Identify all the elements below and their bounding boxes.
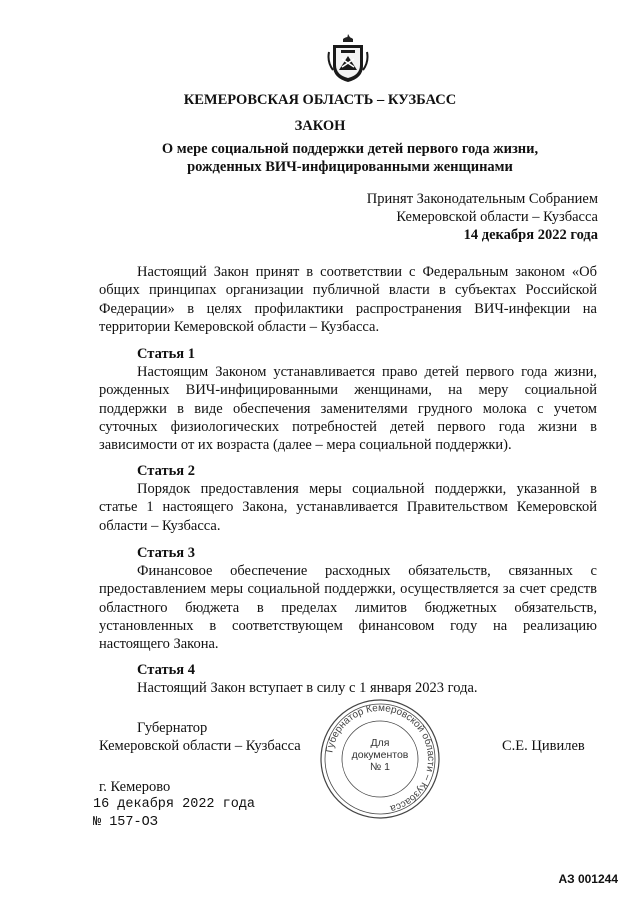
article-2-text: Порядок предоставления меры социальной поддержки, указанной в статье 1 настоящего Закона, устанавливается Правительством Кемеровской области – Кузбасса. — [99, 481, 597, 534]
seal-line-1: Для — [370, 737, 390, 749]
region-heading: КЕМЕРОВСКАЯ ОБЛАСТЬ – КУЗБАСС — [183, 92, 457, 108]
seal-ring-text: Губернатор Кемеровской области – Кузбасса — [324, 702, 437, 814]
article-4-text: Настоящий Закон вступает в силу с 1 января 2023 года. — [137, 680, 478, 696]
article-1-text: Настоящим Законом устанавливается право детей первого года жизни, рожденных ВИЧ-инфицированными женщинами, на меру социальной поддержки в виде обеспечения заменителями грудного молока с учетом суточных физиологических потребностей детей первого года жизни в зависимости от их возраста (далее – мера социальной поддержки). — [99, 364, 597, 454]
law-number: № 157-ОЗ — [93, 815, 158, 830]
signatory-position-line-1: Губернатор — [137, 720, 208, 736]
signatory-name: С.Е. Цивилев — [502, 738, 585, 754]
article-2-heading: Статья 2 — [137, 463, 195, 479]
seal-center-text — [340, 737, 420, 773]
signing-date: 16 декабря 2022 года — [93, 797, 256, 812]
seal-line-2: документов — [351, 749, 409, 761]
article-3-heading: Статья 3 — [137, 545, 195, 561]
adoption-block — [367, 190, 598, 244]
coat-of-arms-icon — [327, 32, 369, 84]
article-1-heading: Статья 1 — [137, 346, 195, 362]
adoption-line-1: Принят Законодательным Собранием — [366, 191, 598, 207]
form-serial-number: АЗ 001244 — [558, 872, 618, 886]
seal-line-3: № 1 — [369, 761, 391, 773]
signatory-position-line-2: Кемеровской области – Кузбасса — [99, 738, 301, 754]
law-title-line-2: рожденных ВИЧ-инфицированными женщинами — [187, 159, 513, 175]
preamble: Настоящий Закон принят в соответствии с Федеральным законом «Об общих принципах организации публичной власти в субъектах Российской Федерации» в целях профилактики распространения ВИЧ-инфекции на территории Кемеровской области – Кузбасса. — [99, 264, 597, 335]
law-title-line-1: О мере социальной поддержки детей первого года жизни, — [161, 141, 539, 157]
adoption-line-2: Кемеровской области – Кузбасса — [396, 209, 598, 225]
place-of-signing: г. Кемерово — [99, 779, 171, 795]
adoption-date: 14 декабря 2022 года — [463, 227, 598, 243]
law-title — [100, 140, 600, 176]
article-3-text: Финансовое обеспечение расходных обязательств, связанных с предоставлением меры социальной поддержки, осуществляется за счет средств областного бюджета в пределах лимитов бюджетных обязательств, установленных в соответствующем финансовом году на реализацию настоящего Закона. — [99, 563, 597, 653]
article-4-heading: Статья 4 — [137, 662, 195, 678]
document-type: ЗАКОН — [294, 118, 346, 134]
